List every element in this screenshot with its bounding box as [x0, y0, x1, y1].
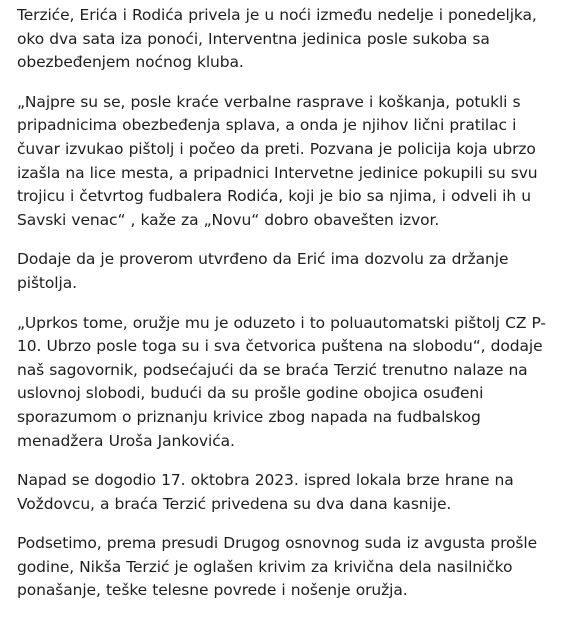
article-body: [17, 4, 552, 619]
article-paragraph: „Uprkos tome, oružje mu je oduzeto i to poluautomatski pištolj CZ P-10. Ubrzo posle toga su i sva četvorica puštena na slobodu“, dodaje naš sagovornik, podsećajući da se braća Terzić trenutno nalaze na uslovnoj slobodi, budući da su prošle godine obojica osuđeni sporazumom o priznanju krivice zbog napada na fudbalskog menadžera Uroša Jankovića.: [17, 313, 546, 450]
scrollbar[interactable]: [553, 0, 565, 589]
article-paragraph: Dodaje da je proverom utvrđeno da Erić ima dozvolu za držanje pištolja.: [17, 250, 509, 292]
article-paragraph: „Najpre su se, posle kraće verbalne rasprave i koškanja, potukli s pripadnicima obezbeđenja splava, a onda je njihov lični pratilac i čuvar izvukao pištolj i počeo da preti. Pozvana je policija koja ubrzo izašla na lice mesta, a pripadnici Intervetne jedinice pokupili su svu trojicu i četvrtog fudbalera Rodića, koji je bio sa njima, i odveli ih u Savski venac“ , kaže za „Novu“ dobro obavešten izvor.: [17, 92, 538, 229]
article-paragraph: Podsetimo, prema presudi Drugog osnovnog suda iz avgusta prošle godine, Nikša Terzić je oglašen krivim za krivična dela nasilničko ponašanje, teške telesne povrede i nošenje oružja.: [17, 534, 538, 600]
article-paragraph: Terziće, Erića i Rodića privela je u noći između nedelje i ponedeljka, oko dva sata iza ponoći, Interventna jedinica posle sukoba sa obezbeđenjem noćnog kluba.: [17, 6, 537, 72]
article-paragraph: Napad se dogodio 17. oktobra 2023. ispred lokala brze hrane na Voždovcu, a braća Terzić privedena su dva dana kasnije.: [17, 471, 514, 513]
